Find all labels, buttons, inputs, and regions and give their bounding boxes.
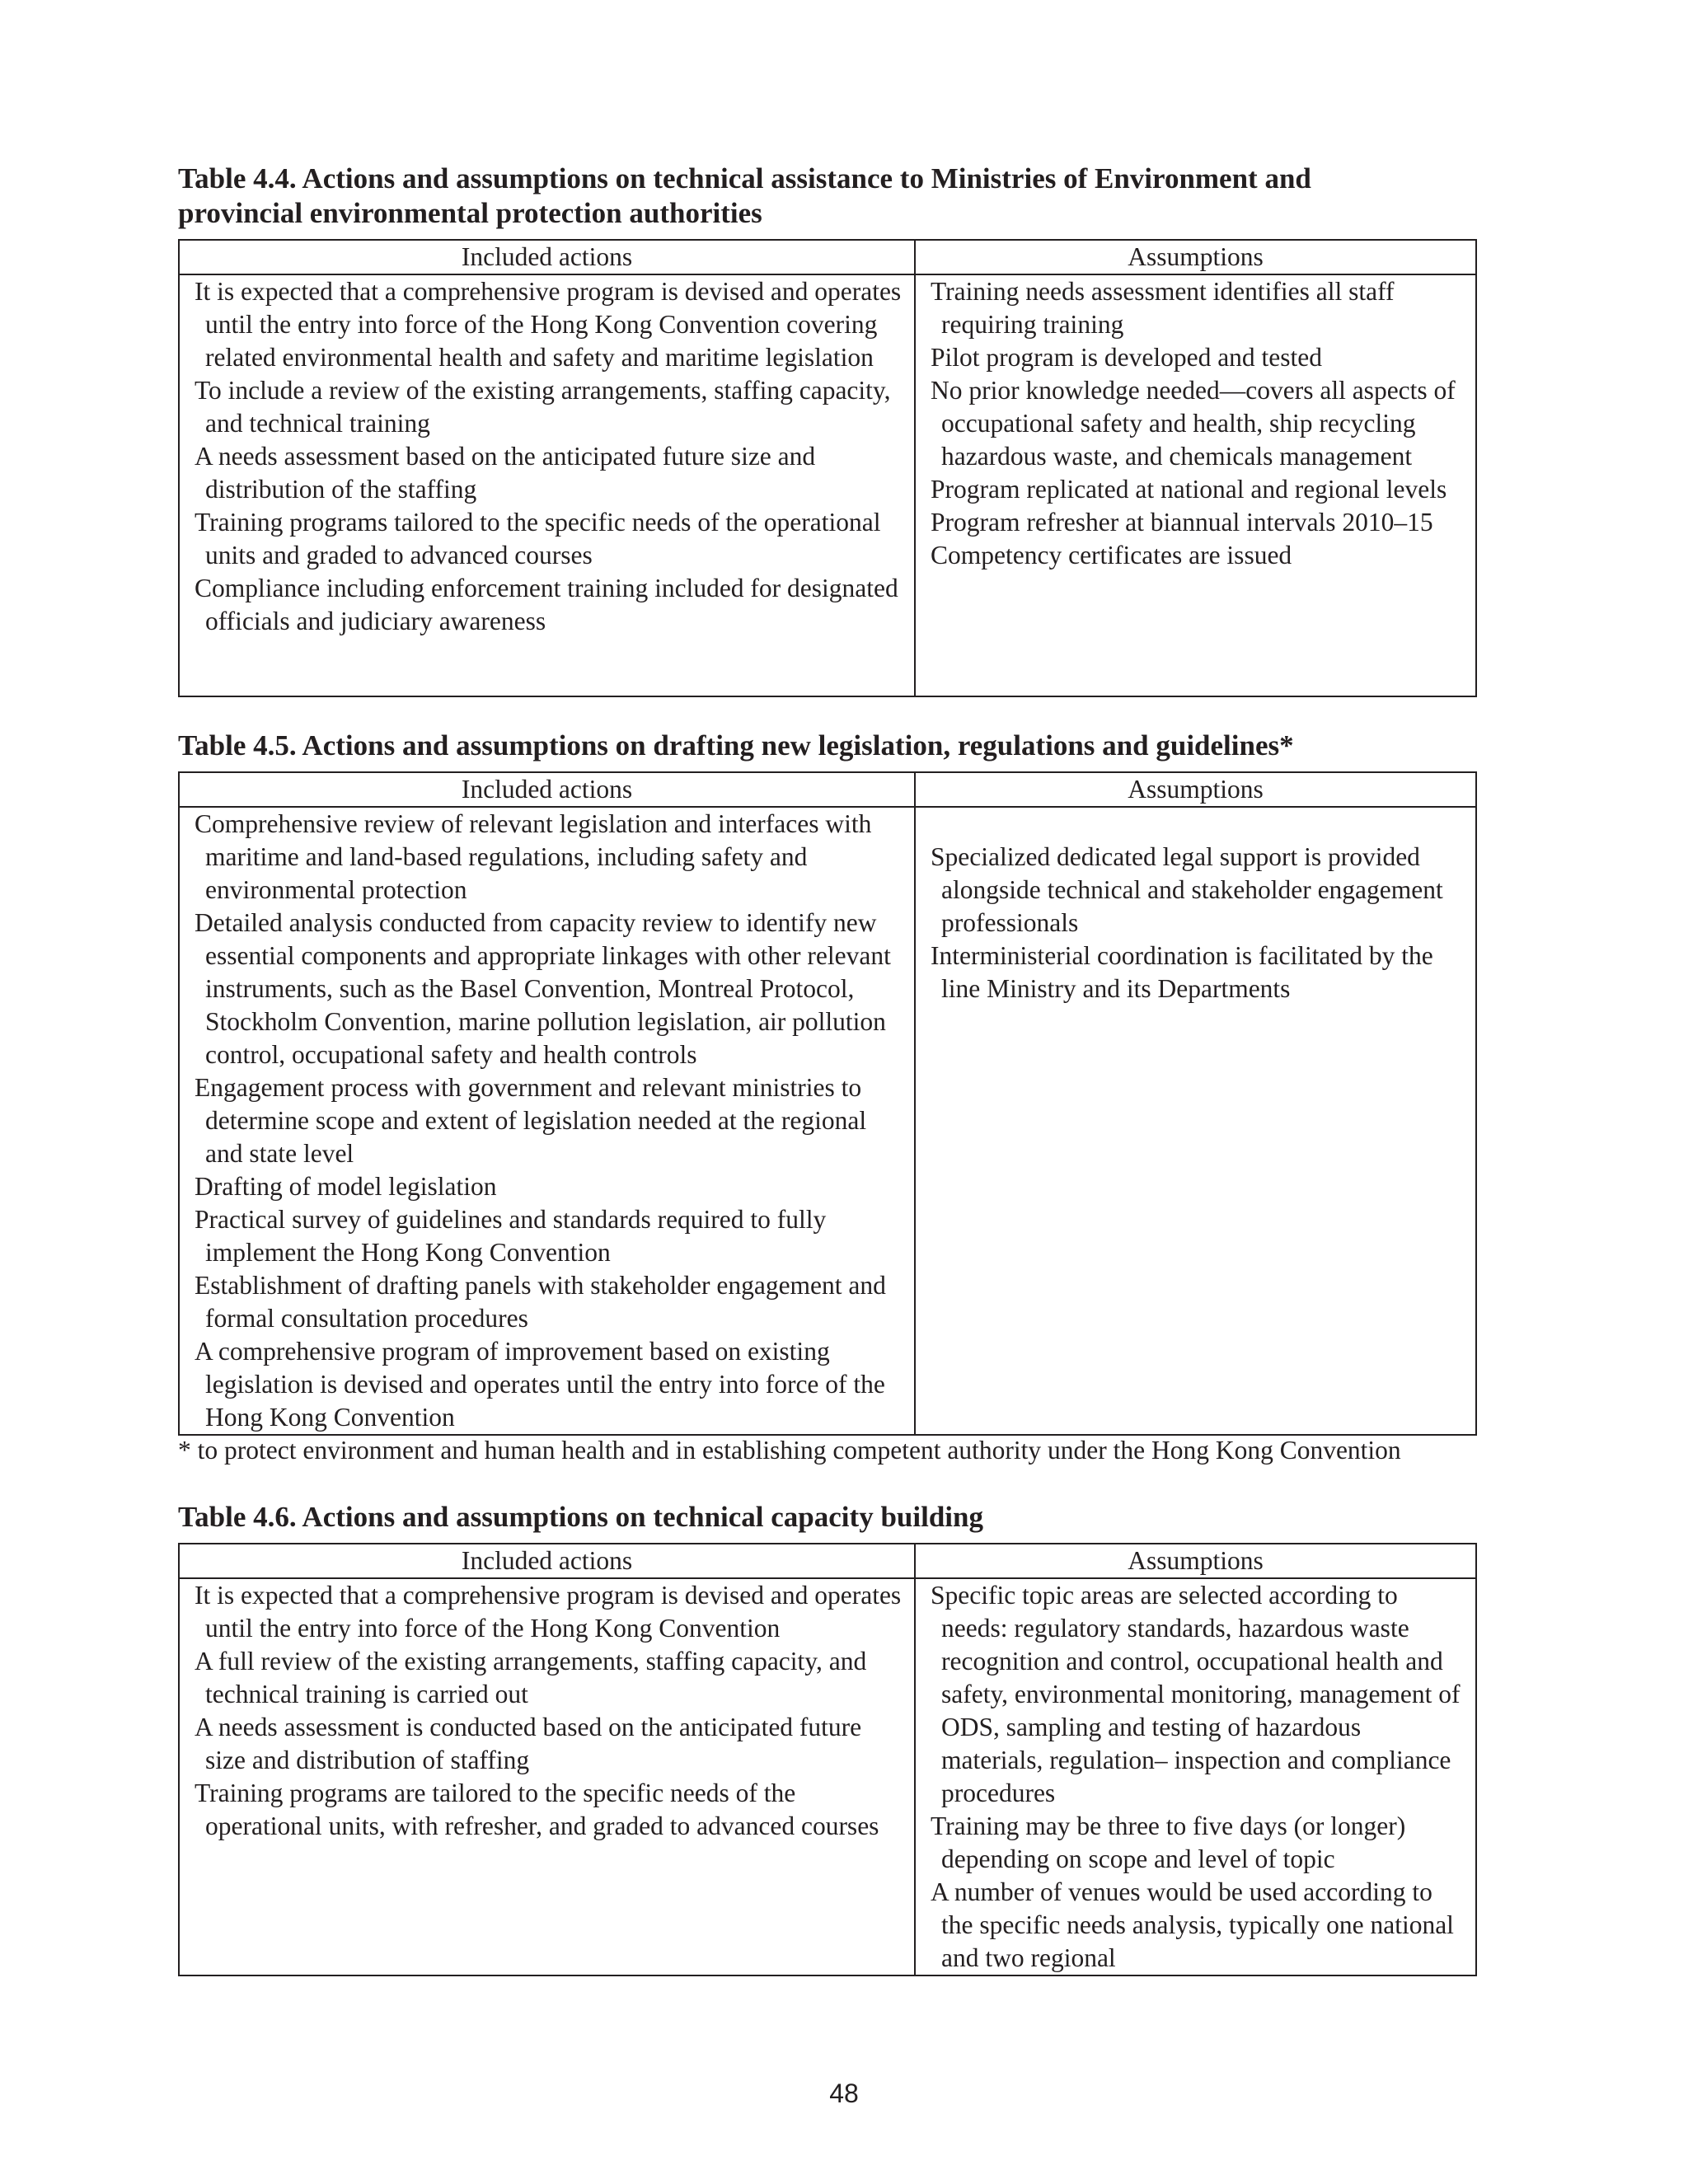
table-4-5-action: Drafting of model legislation [195, 1172, 497, 1201]
table-4-6-action: A full review of the existing arrangements, staffing capacity, and technical training is carried out [195, 1647, 867, 1708]
table-4-4-header-assumptions: Assumptions [915, 240, 1476, 274]
table-4-4-header-actions: Included actions [179, 240, 915, 274]
table-4-5-assumption: Specialized dedicated legal support is provided alongside technical and stakeholder engagement professionals [931, 842, 1443, 937]
table-4-6-caption: Table 4.6. Actions and assumptions on technical capacity building [178, 1501, 983, 1533]
table-4-6-action: A needs assessment is conducted based on the anticipated future size and distribution of staffing [195, 1713, 862, 1774]
table-4-5-action: Practical survey of guidelines and standards required to fully implement the Hong Kong Convention [195, 1205, 827, 1267]
table-4-5-action: Establishment of drafting panels with stakeholder engagement and formal consultation procedures [195, 1271, 886, 1333]
table-4-6-assumption: Training may be three to five days (or longer) depending on scope and level of topic [931, 1811, 1406, 1873]
table-4-5-action: Detailed analysis conducted from capacity review to identify new essential components and appropriate linkages with other relevant instruments, such as the Basel Convention, Montreal Protocol, Stockholm Convention, marine pollution legislation, air pollution control, occupational safety and health controls [195, 908, 891, 1069]
table-4-6-assumptions-cell [915, 1578, 1476, 1975]
table-4-5-action: Comprehensive review of relevant legislation and interfaces with maritime and land-based regulations, including safety and environmental protection [195, 809, 872, 904]
table-4-4-caption-line-1: Table 4.4. Actions and assumptions on technical assistance to Ministries of Environment and [178, 162, 1311, 194]
table-4-5-actions-cell [179, 807, 915, 1435]
table-4-4-action: To include a review of the existing arrangements, staffing capacity, and technical training [195, 376, 891, 438]
table-4-5-action: A comprehensive program of improvement based on existing legislation is devised and operates until the entry into force of the Hong Kong Convention [195, 1337, 885, 1432]
table-4-5-caption: Table 4.5. Actions and assumptions on drafting new legislation, regulations and guidelines* [178, 729, 1294, 762]
page-number: 48 [829, 2079, 859, 2108]
table-4-4-assumption: No prior knowledge needed—covers all aspects of occupational safety and health, ship recycling hazardous waste, and chemicals management [931, 376, 1456, 471]
table-4-4-assumptions-cell [915, 274, 1476, 696]
table-4-6-action: It is expected that a comprehensive program is devised and operates until the entry into force of the Hong Kong Convention [195, 1581, 902, 1643]
table-4-5-action: Engagement process with government and relevant ministries to determine scope and extent of legislation needed at the regional and state level [195, 1073, 867, 1168]
table-4-4-assumption: Pilot program is developed and tested [931, 343, 1323, 372]
table-4-5-assumptions-cell [915, 807, 1476, 1435]
table-4-6-header-assumptions: Assumptions [915, 1544, 1476, 1578]
table-4-4-caption-line-2: provincial environmental protection authorities [178, 197, 762, 229]
table-4-4-action: Training programs tailored to the specific needs of the operational units and graded to advanced courses [195, 508, 881, 569]
table-4-4-assumption: Training needs assessment identifies all staff requiring training [931, 277, 1395, 339]
table-4-6-assumption: Specific topic areas are selected according to needs: regulatory standards, hazardous waste recognition and control, occupational health and safety, environmental monitoring, management of ODS, sampling and testing of hazardous materials, regulation– inspection and compliance procedures [931, 1581, 1461, 1807]
table-4-5 [178, 771, 1477, 1436]
table-4-4-assumption: Competency certificates are issued [931, 541, 1292, 569]
table-4-4 [178, 239, 1477, 697]
table-4-6-header-actions: Included actions [179, 1544, 915, 1578]
table-4-5-header-actions: Included actions [179, 772, 915, 807]
table-4-4-action: Compliance including enforcement training included for designated officials and judiciary awareness [195, 574, 898, 635]
table-4-5-assumption: Interministerial coordination is facilitated by the line Ministry and its Departments [931, 941, 1433, 1003]
table-4-6-assumption: A number of venues would be used according to the specific needs analysis, typically one national and two regional [931, 1877, 1454, 1972]
table-4-5-footnote: * to protect environment and human health and in establishing competent authority under the Hong Kong Convention [178, 1436, 1401, 1465]
table-4-4-action: It is expected that a comprehensive program is devised and operates until the entry into force of the Hong Kong Convention covering related environmental health and safety and maritime legislation [195, 277, 902, 372]
table-4-6 [178, 1543, 1477, 1976]
table-4-6-actions-cell [179, 1578, 915, 1975]
table-4-5-header-assumptions: Assumptions [915, 772, 1476, 807]
table-4-4-actions-cell [179, 274, 915, 696]
table-4-6-action: Training programs are tailored to the specific needs of the operational units, with refresher, and graded to advanced courses [195, 1779, 879, 1840]
table-4-4-assumption: Program replicated at national and regional levels [931, 475, 1447, 504]
table-4-4-assumption: Program refresher at biannual intervals 2010–15 [931, 508, 1433, 537]
table-4-4-action: A needs assessment based on the anticipated future size and distribution of the staffing [195, 442, 816, 504]
